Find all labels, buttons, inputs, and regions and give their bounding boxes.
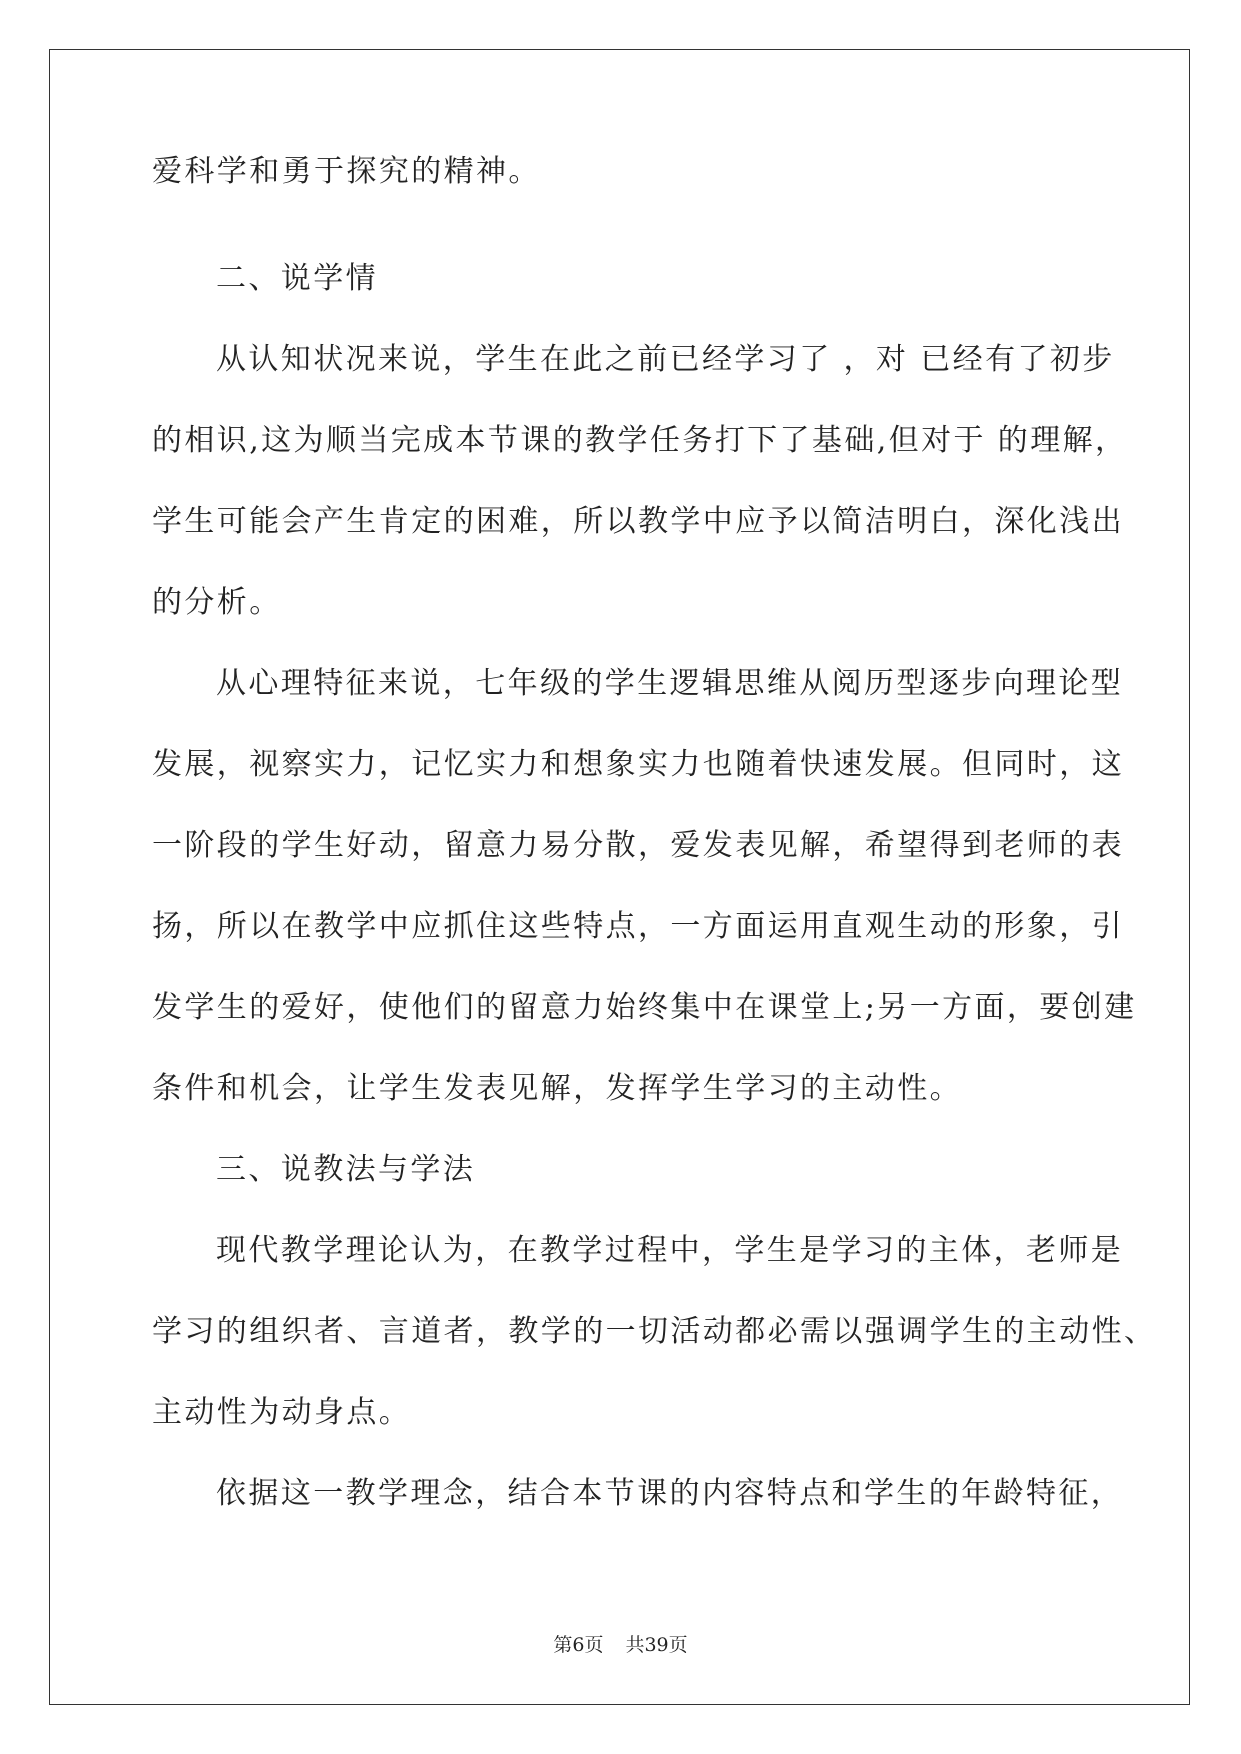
text-line: 从心理特征来说，七年级的学生逻辑思维从阅历型逐步向理论型 <box>216 666 1124 701</box>
text-line: 从认知状况来说，学生在此之前已经学习了 ，对 已经有了初步 <box>216 342 1115 377</box>
text-line: 学生可能会产生肯定的困难，所以教学中应予以简洁明白，深化浅出 <box>152 504 1124 539</box>
page-footer <box>0 1630 1241 1657</box>
text-line: 学习的组织者、言道者，教学的一切活动都必需以强调学生的主动性、 <box>152 1314 1157 1349</box>
text-line: 扬，所以在教学中应抓住这些特点，一方面运用直观生动的形象，引 <box>152 909 1124 944</box>
text-line: 条件和机会，让学生发表见解，发挥学生学习的主动性。 <box>152 1071 962 1106</box>
document-body <box>152 154 1157 1534</box>
text-line: 现代教学理论认为，在教学过程中，学生是学习的主体，老师是 <box>216 1233 1124 1268</box>
page-number-current: 第6页 <box>553 1634 604 1656</box>
page-number-total: 共39页 <box>625 1634 688 1656</box>
text-line: 发学生的爱好，使他们的留意力始终集中在课堂上;另一方面，要创建 <box>152 990 1137 1025</box>
text-line: 主动性为动身点。 <box>152 1395 412 1430</box>
text-line: 的分析。 <box>152 585 282 620</box>
text-line: 爱科学和勇于探究的精神。 <box>152 154 541 189</box>
text-line: 一阶段的学生好动，留意力易分散，爱发表见解，希望得到老师的表 <box>152 828 1124 863</box>
text-line: 的相识,这为顺当完成本节课的教学任务打下了基础,但对于 的理解， <box>152 423 1128 458</box>
text-line: 发展，视察实力，记忆实力和想象实力也随着快速发展。但同时，这 <box>152 747 1124 782</box>
text-line: 依据这一教学理念，结合本节课的内容特点和学生的年龄特征， <box>216 1476 1124 1511</box>
section-heading: 三、说教法与学法 <box>216 1152 476 1187</box>
section-heading: 二、说学情 <box>216 261 378 296</box>
